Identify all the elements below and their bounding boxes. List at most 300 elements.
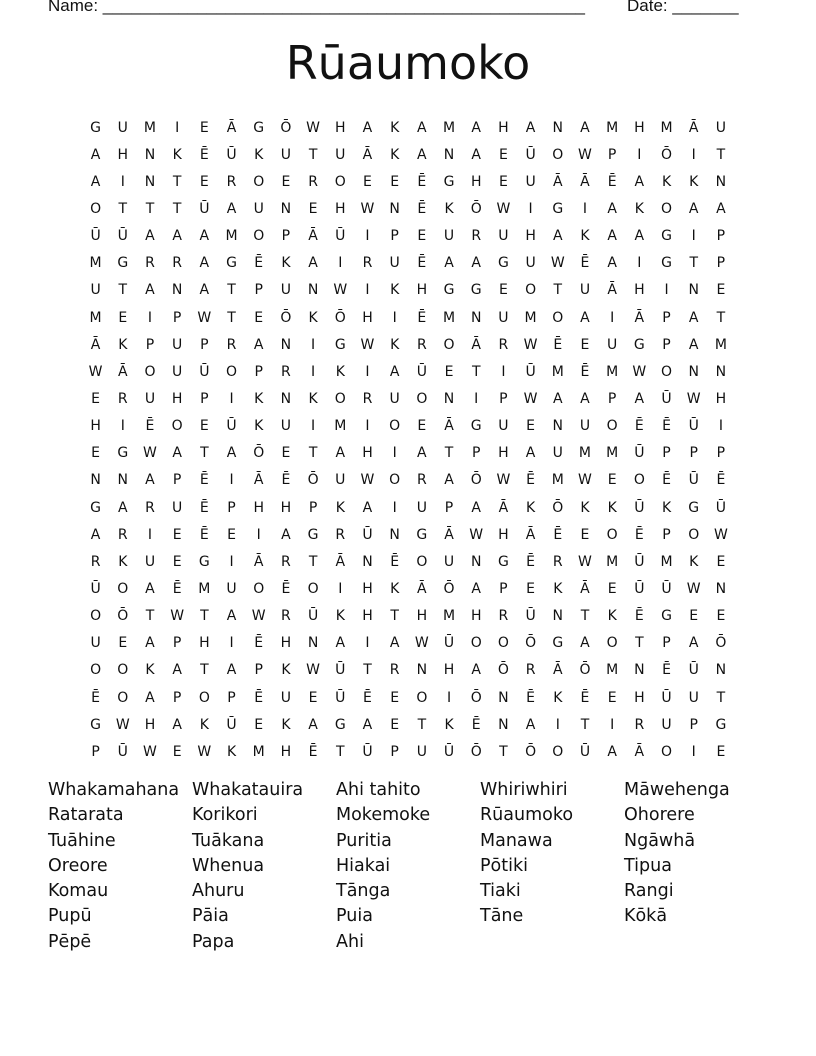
grid-letter: R bbox=[525, 662, 536, 679]
grid-letter: R bbox=[281, 363, 291, 380]
grid-letter: Ū bbox=[335, 689, 346, 706]
grid-letter: Ū bbox=[634, 553, 645, 570]
grid-letter: K bbox=[308, 390, 318, 407]
grid-letter: I bbox=[365, 635, 370, 652]
grid-letter: W bbox=[686, 390, 701, 407]
grid-letter: O bbox=[198, 689, 210, 706]
grid-letter: A bbox=[226, 200, 237, 217]
grid-letter: P bbox=[716, 255, 726, 272]
grid-letter: M bbox=[551, 363, 564, 380]
grid-letter: Ā bbox=[308, 228, 318, 245]
grid-letter: M bbox=[252, 743, 265, 760]
grid-letter: E bbox=[417, 418, 427, 435]
grid-letter: A bbox=[525, 119, 536, 136]
grid-letter: W bbox=[523, 336, 538, 353]
grid-letter: T bbox=[580, 716, 590, 733]
grid-letter: H bbox=[498, 526, 509, 543]
grid-letter: O bbox=[661, 743, 673, 760]
grid-letter: A bbox=[688, 336, 699, 353]
grid-letter: N bbox=[470, 553, 482, 570]
grid-letter: R bbox=[416, 336, 427, 353]
grid-letter: P bbox=[471, 445, 481, 462]
grid-letter: A bbox=[199, 255, 210, 272]
grid-letter: H bbox=[362, 608, 373, 625]
grid-letter: M bbox=[442, 119, 456, 136]
grid-letter: M bbox=[551, 472, 564, 489]
grid-letter: Ū bbox=[90, 580, 101, 597]
word-list-item: Oreore bbox=[48, 855, 108, 876]
grid-letter: P bbox=[499, 390, 508, 407]
grid-letter: G bbox=[688, 499, 700, 516]
grid-letter: U bbox=[335, 472, 346, 489]
grid-letter: A bbox=[471, 119, 481, 136]
grid-letter: K bbox=[607, 608, 617, 625]
grid-letter: K bbox=[634, 200, 644, 217]
grid-letter: U bbox=[172, 336, 183, 353]
grid-letter: A bbox=[634, 390, 645, 407]
grid-letter: M bbox=[660, 553, 673, 570]
grid-letter: A bbox=[580, 390, 590, 407]
grid-letter: U bbox=[90, 635, 101, 652]
grid-letter: E bbox=[580, 336, 590, 353]
grid-letter: M bbox=[89, 309, 102, 326]
grid-letter: U bbox=[90, 282, 101, 299]
grid-letter: Ū bbox=[688, 472, 699, 489]
grid-letter: P bbox=[662, 336, 671, 353]
grid-letter: P bbox=[254, 282, 263, 299]
grid-letter: O bbox=[334, 390, 346, 407]
grid-letter: Ā bbox=[580, 580, 590, 597]
grid-letter: A bbox=[172, 716, 182, 733]
grid-letter: E bbox=[172, 526, 182, 543]
grid-letter: E bbox=[227, 526, 236, 543]
grid-letter: H bbox=[362, 580, 373, 597]
grid-letter: W bbox=[713, 526, 728, 543]
grid-letter: U bbox=[416, 743, 427, 760]
grid-letter: Ū bbox=[416, 363, 427, 380]
grid-letter: Ā bbox=[226, 119, 237, 136]
grid-letter: A bbox=[308, 716, 318, 733]
grid-letter: N bbox=[280, 336, 292, 353]
grid-letter: I bbox=[610, 716, 615, 733]
grid-letter: A bbox=[172, 228, 182, 245]
word-list-item: Kōkā bbox=[624, 906, 668, 927]
grid-letter: Ē bbox=[145, 418, 155, 435]
grid-letter: W bbox=[143, 445, 157, 462]
word-list-item: Tuākana bbox=[192, 830, 265, 851]
grid-letter: E bbox=[417, 228, 427, 245]
word-list-item: Pupū bbox=[48, 906, 92, 927]
grid-letter: N bbox=[552, 418, 564, 435]
grid-letter: M bbox=[225, 228, 238, 245]
grid-letter: A bbox=[634, 173, 645, 190]
grid-letter: A bbox=[172, 662, 182, 679]
grid-letter: A bbox=[417, 445, 427, 462]
grid-letter: R bbox=[145, 499, 155, 516]
grid-letter: W bbox=[143, 743, 157, 760]
grid-letter: W bbox=[550, 255, 565, 272]
grid-letter: O bbox=[226, 363, 238, 380]
grid-letter: N bbox=[552, 608, 564, 625]
grid-letter: K bbox=[335, 499, 345, 516]
grid-letter: A bbox=[471, 255, 481, 272]
grid-letter: A bbox=[335, 445, 346, 462]
grid-letter: G bbox=[117, 445, 129, 462]
grid-letter: W bbox=[414, 635, 429, 652]
grid-letter: N bbox=[552, 119, 564, 136]
grid-letter: I bbox=[175, 119, 180, 136]
grid-letter: I bbox=[610, 309, 615, 326]
grid-letter: Ō bbox=[253, 445, 265, 462]
grid-letter: Ā bbox=[634, 743, 645, 760]
grid-letter: A bbox=[281, 526, 291, 543]
grid-letter: O bbox=[443, 336, 455, 353]
grid-letter: R bbox=[172, 255, 183, 272]
grid-letter: A bbox=[716, 200, 726, 217]
grid-letter: H bbox=[443, 662, 455, 679]
grid-letter: U bbox=[607, 336, 618, 353]
grid-letter: T bbox=[200, 662, 209, 679]
grid-letter: Ō bbox=[470, 743, 482, 760]
grid-letter: Ā bbox=[362, 146, 373, 163]
grid-letter: I bbox=[392, 445, 397, 462]
grid-letter: N bbox=[688, 363, 699, 380]
grid-letter: Ū bbox=[688, 662, 699, 679]
grid-letter: W bbox=[170, 608, 185, 625]
grid-letter: W bbox=[251, 608, 266, 625]
word-list-item: Whiriwhiri bbox=[480, 780, 568, 800]
grid-letter: E bbox=[526, 418, 536, 435]
grid-letter: U bbox=[280, 146, 292, 163]
grid-letter: N bbox=[307, 635, 319, 652]
grid-letter: O bbox=[117, 689, 129, 706]
grid-letter: E bbox=[91, 445, 101, 462]
grid-letter: N bbox=[443, 146, 455, 163]
grid-letter: H bbox=[253, 499, 264, 516]
grid-letter: E bbox=[308, 689, 318, 706]
grid-letter: N bbox=[416, 662, 428, 679]
word-list-item: Ratarata bbox=[48, 805, 124, 826]
grid-letter: P bbox=[662, 309, 671, 326]
grid-letter: I bbox=[474, 390, 479, 407]
grid-letter: A bbox=[471, 580, 481, 597]
grid-letter: N bbox=[362, 553, 373, 570]
grid-letter: R bbox=[389, 662, 400, 679]
grid-letter: P bbox=[662, 526, 671, 543]
grid-letter: Ō bbox=[497, 662, 509, 679]
grid-letter: M bbox=[143, 119, 157, 136]
grid-letter: M bbox=[660, 119, 673, 136]
grid-letter: Ū bbox=[634, 499, 645, 516]
grid-letter: Ē bbox=[417, 309, 427, 326]
grid-letter: I bbox=[446, 689, 452, 706]
grid-letter: Ū bbox=[226, 716, 237, 733]
grid-letter: Ū bbox=[661, 580, 672, 597]
grid-letter: Ū bbox=[525, 146, 536, 163]
grid-letter: Ō bbox=[470, 689, 482, 706]
grid-letter: O bbox=[253, 173, 265, 190]
grid-letter: Ē bbox=[580, 689, 590, 706]
grid-letter: Ē bbox=[363, 689, 372, 706]
grid-letter: Ē bbox=[553, 526, 563, 543]
grid-letter: P bbox=[227, 689, 236, 706]
grid-letter: N bbox=[389, 526, 400, 543]
grid-letter: G bbox=[497, 553, 509, 570]
grid-letter: Ū bbox=[226, 146, 237, 163]
grid-letter: U bbox=[280, 282, 292, 299]
grid-letter: I bbox=[691, 146, 696, 163]
word-list-item: Hiakai bbox=[336, 855, 391, 876]
grid-letter: P bbox=[716, 228, 726, 245]
grid-letter: A bbox=[145, 228, 155, 245]
grid-letter: P bbox=[390, 228, 399, 245]
grid-letter: O bbox=[90, 608, 102, 625]
grid-letter: H bbox=[335, 119, 346, 136]
grid-letter: G bbox=[90, 119, 102, 136]
grid-letter: E bbox=[390, 173, 400, 190]
grid-letter: E bbox=[199, 173, 209, 190]
grid-letter: G bbox=[443, 282, 455, 299]
grid-letter: R bbox=[117, 390, 128, 407]
grid-letter: Ē bbox=[254, 635, 264, 652]
grid-letter: Ē bbox=[199, 526, 209, 543]
grid-letter: U bbox=[172, 499, 183, 516]
grid-letter: I bbox=[528, 200, 533, 217]
grid-letter: K bbox=[689, 553, 699, 570]
word-list-item: Puia bbox=[336, 906, 373, 927]
grid-letter: E bbox=[254, 309, 264, 326]
grid-letter: A bbox=[688, 200, 699, 217]
grid-letter: R bbox=[498, 336, 509, 353]
grid-letter: N bbox=[715, 363, 727, 380]
grid-letter: T bbox=[200, 445, 209, 462]
grid-letter: Ē bbox=[281, 580, 291, 597]
grid-letter: W bbox=[686, 580, 701, 597]
grid-letter: Ū bbox=[117, 743, 128, 760]
grid-letter: O bbox=[606, 418, 618, 435]
page-title: Rūaumoko bbox=[285, 36, 531, 90]
grid-letter: H bbox=[117, 146, 129, 163]
grid-letter: W bbox=[578, 553, 592, 570]
grid-letter: I bbox=[120, 418, 125, 435]
grid-letter: A bbox=[145, 282, 155, 299]
grid-letter: P bbox=[145, 336, 155, 353]
grid-letter: Ā bbox=[552, 662, 563, 679]
grid-letter: E bbox=[716, 608, 726, 625]
grid-letter: T bbox=[499, 743, 508, 760]
grid-letter: E bbox=[363, 173, 372, 190]
grid-letter: G bbox=[470, 418, 482, 435]
grid-letter: G bbox=[117, 255, 129, 272]
grid-letter: N bbox=[389, 200, 400, 217]
grid-letter: H bbox=[144, 716, 156, 733]
grid-letter: U bbox=[389, 390, 400, 407]
grid-letter: G bbox=[552, 200, 564, 217]
grid-letter: I bbox=[691, 228, 696, 245]
grid-letter: Ō bbox=[117, 608, 129, 625]
grid-letter: Ū bbox=[525, 608, 536, 625]
grid-letter: Ō bbox=[661, 146, 673, 163]
grid-letter: K bbox=[553, 689, 563, 706]
word-list-item: Korikori bbox=[192, 805, 258, 826]
grid-letter: Ē bbox=[607, 173, 617, 190]
grid-letter: Ū bbox=[90, 228, 101, 245]
grid-letter: H bbox=[280, 499, 292, 516]
word-list-item: Pāia bbox=[192, 906, 229, 927]
grid-letter: K bbox=[145, 662, 155, 679]
grid-letter: T bbox=[444, 445, 454, 462]
grid-letter: R bbox=[308, 173, 318, 190]
grid-letter: M bbox=[606, 445, 619, 462]
grid-letter: A bbox=[145, 635, 155, 652]
grid-letter: I bbox=[338, 580, 343, 597]
grid-letter: Ē bbox=[254, 689, 264, 706]
grid-letter: A bbox=[607, 255, 617, 272]
grid-letter: I bbox=[664, 282, 669, 299]
grid-letter: R bbox=[362, 390, 373, 407]
grid-letter: U bbox=[552, 445, 563, 462]
grid-letter: Ē bbox=[634, 418, 644, 435]
grid-letter: G bbox=[497, 255, 509, 272]
grid-letter: W bbox=[469, 526, 484, 543]
grid-letter: Ā bbox=[471, 336, 481, 353]
grid-letter: P bbox=[662, 445, 671, 462]
grid-letter: N bbox=[688, 282, 699, 299]
grid-letter: P bbox=[200, 390, 209, 407]
grid-letter: T bbox=[308, 146, 318, 163]
grid-letter: M bbox=[606, 662, 619, 679]
grid-letter: P bbox=[172, 689, 182, 706]
grid-letter: O bbox=[688, 526, 700, 543]
date-field-label: Date: _______ bbox=[627, 0, 739, 15]
grid-letter: T bbox=[716, 309, 726, 326]
grid-letter: A bbox=[335, 635, 346, 652]
grid-letter: G bbox=[90, 716, 102, 733]
grid-letter: U bbox=[579, 282, 591, 299]
word-list-item: Tāne bbox=[480, 906, 524, 927]
grid-letter: Ā bbox=[634, 309, 645, 326]
grid-letter: N bbox=[470, 309, 482, 326]
grid-letter: Ē bbox=[662, 418, 671, 435]
grid-letter: A bbox=[471, 146, 481, 163]
grid-letter: I bbox=[637, 146, 642, 163]
grid-letter: Ē bbox=[471, 716, 481, 733]
word-list-item: Tipua bbox=[624, 855, 672, 876]
grid-letter: E bbox=[498, 146, 508, 163]
grid-letter: N bbox=[144, 146, 156, 163]
grid-letter: Ē bbox=[634, 608, 644, 625]
grid-letter: R bbox=[226, 336, 237, 353]
grid-letter: O bbox=[253, 580, 265, 597]
grid-letter: K bbox=[607, 499, 617, 516]
grid-letter: A bbox=[471, 662, 481, 679]
grid-letter: K bbox=[526, 499, 536, 516]
grid-letter: E bbox=[498, 173, 508, 190]
grid-letter: N bbox=[144, 173, 156, 190]
grid-letter: K bbox=[661, 173, 672, 190]
grid-letter: T bbox=[390, 608, 399, 625]
grid-letter: P bbox=[200, 336, 209, 353]
grid-letter: U bbox=[144, 390, 156, 407]
grid-letter: N bbox=[307, 282, 319, 299]
grid-letter: I bbox=[311, 336, 316, 353]
grid-letter: I bbox=[582, 200, 588, 217]
grid-letter: Ē bbox=[662, 472, 671, 489]
grid-letter: K bbox=[390, 580, 400, 597]
grid-letter: A bbox=[389, 635, 400, 652]
grid-letter: A bbox=[362, 499, 373, 516]
grid-letter: U bbox=[443, 228, 455, 245]
grid-letter: T bbox=[716, 146, 726, 163]
grid-letter: O bbox=[497, 635, 509, 652]
grid-letter: K bbox=[254, 390, 264, 407]
grid-letter: Ō bbox=[715, 635, 727, 652]
grid-letter: Ō bbox=[280, 119, 292, 136]
word-list-item: Tānga bbox=[336, 881, 391, 902]
grid-letter: K bbox=[226, 743, 237, 760]
grid-letter: Ē bbox=[580, 255, 590, 272]
grid-letter: U bbox=[661, 716, 672, 733]
grid-letter: G bbox=[253, 119, 265, 136]
grid-letter: T bbox=[200, 608, 209, 625]
word-list-item: Rangi bbox=[624, 881, 674, 902]
grid-letter: A bbox=[607, 228, 617, 245]
grid-letter: E bbox=[199, 119, 209, 136]
grid-letter: H bbox=[498, 445, 509, 462]
grid-letter: E bbox=[172, 743, 182, 760]
grid-letter: I bbox=[365, 363, 370, 380]
grid-letter: R bbox=[335, 526, 346, 543]
grid-letter: A bbox=[117, 499, 128, 516]
grid-letter: H bbox=[715, 390, 727, 407]
grid-letter: T bbox=[227, 282, 236, 299]
grid-letter: O bbox=[552, 743, 564, 760]
grid-letter: E bbox=[580, 526, 590, 543]
grid-letter: P bbox=[308, 499, 318, 516]
grid-letter: E bbox=[498, 282, 508, 299]
grid-letter: M bbox=[606, 119, 619, 136]
grid-letter: I bbox=[392, 309, 397, 326]
grid-letter: Ē bbox=[172, 580, 182, 597]
grid-letter: W bbox=[88, 363, 103, 380]
grid-letter: O bbox=[389, 418, 401, 435]
grid-letter: K bbox=[444, 716, 454, 733]
grid-letter: E bbox=[716, 553, 726, 570]
grid-letter: T bbox=[118, 282, 128, 299]
grid-letter: E bbox=[716, 743, 726, 760]
grid-letter: U bbox=[280, 418, 292, 435]
word-list-item: Mokemoke bbox=[336, 805, 431, 826]
grid-letter: O bbox=[416, 390, 428, 407]
grid-letter: Ū bbox=[226, 418, 237, 435]
grid-letter: N bbox=[443, 390, 455, 407]
word-list-item: Whakamahana bbox=[48, 780, 180, 800]
grid-letter: W bbox=[578, 146, 592, 163]
grid-letter: O bbox=[416, 553, 428, 570]
word-list-item: Papa bbox=[192, 931, 235, 952]
grid-letter: A bbox=[226, 608, 237, 625]
grid-letter: H bbox=[470, 608, 482, 625]
grid-letter: M bbox=[578, 445, 592, 462]
grid-letter: K bbox=[390, 282, 400, 299]
grid-letter: Ō bbox=[307, 472, 319, 489]
grid-letter: T bbox=[118, 200, 128, 217]
grid-letter: K bbox=[118, 336, 128, 353]
grid-letter: A bbox=[226, 662, 237, 679]
grid-letter: U bbox=[117, 119, 128, 136]
grid-letter: Ē bbox=[417, 200, 427, 217]
grid-letter: Ū bbox=[443, 743, 455, 760]
